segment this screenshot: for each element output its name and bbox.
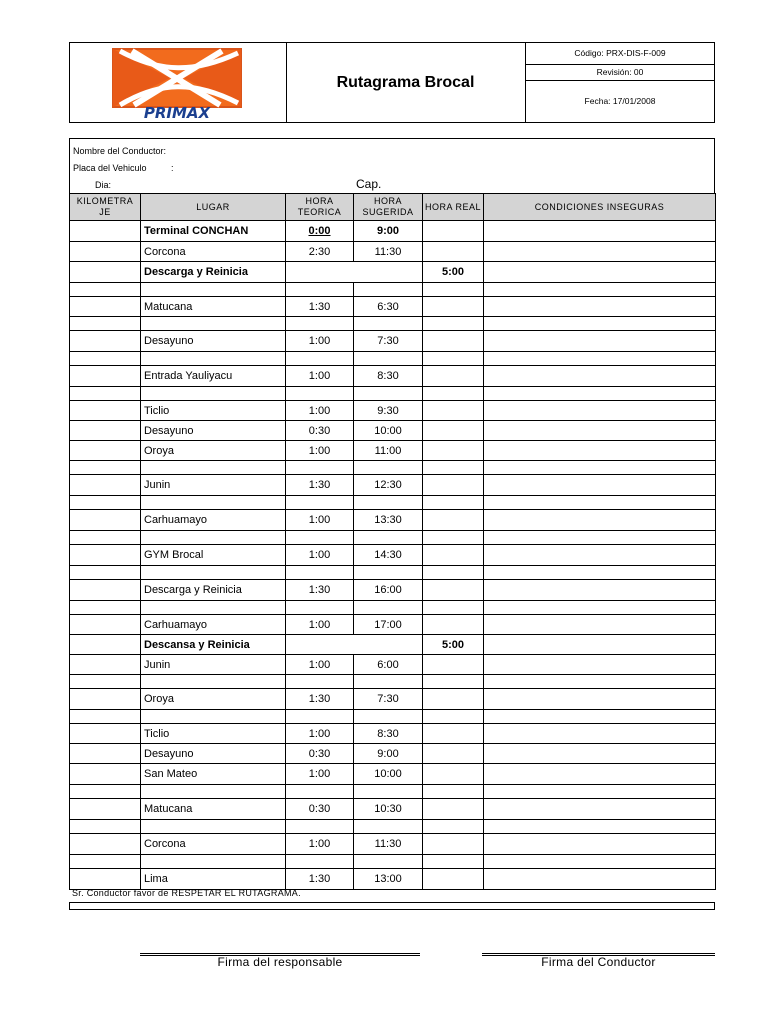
table-row — [70, 799, 716, 820]
cell-condiciones — [484, 510, 716, 531]
cell-hora-sugerida — [354, 566, 423, 580]
table-row — [70, 580, 716, 601]
cell-hora-sugerida: 11:30 — [354, 242, 423, 262]
cell-condiciones — [484, 461, 716, 475]
cell-lugar: GYM Brocal — [141, 545, 286, 566]
cell-hora-sugerida — [354, 710, 423, 724]
placa-label: Placa del Vehiculo — [73, 163, 147, 173]
table-row — [70, 242, 716, 262]
cell-hora-real — [423, 615, 484, 635]
cell-condiciones — [484, 869, 716, 890]
cell-hora-real — [423, 724, 484, 744]
table-row — [70, 675, 716, 689]
cell-hora-real — [423, 820, 484, 834]
cell-condiciones — [484, 317, 716, 331]
cell-hora-sugerida: 10:00 — [354, 764, 423, 785]
cell-kilometraje — [70, 262, 141, 283]
cell-hora-real — [423, 421, 484, 441]
document-revision: Revisión: 00 — [526, 65, 714, 81]
cell-hora-teorica: 1:30 — [286, 475, 354, 496]
cell-hora-real — [423, 531, 484, 545]
table-row — [70, 601, 716, 615]
cell-hora-real — [423, 744, 484, 764]
table-row — [70, 387, 716, 401]
cell-hora-real — [423, 799, 484, 820]
cell-hora-teorica — [286, 855, 354, 869]
cell-condiciones — [484, 601, 716, 615]
cell-kilometraje — [70, 317, 141, 331]
brand-text: PRIMAX — [143, 104, 211, 122]
cell-lugar — [141, 675, 286, 689]
table-row — [70, 855, 716, 869]
cell-lugar — [141, 317, 286, 331]
cell-kilometraje — [70, 834, 141, 855]
cell-hora-teorica: 1:30 — [286, 297, 354, 317]
cell-condiciones — [484, 655, 716, 675]
cell-kilometraje — [70, 655, 141, 675]
cell-hora-real — [423, 283, 484, 297]
cell-hora-sugerida — [354, 601, 423, 615]
cell-hora-teorica: 1:00 — [286, 441, 354, 461]
cell-hora-sugerida: 14:30 — [354, 545, 423, 566]
cell-hora-sugerida — [354, 317, 423, 331]
col-lugar: LUGAR — [141, 194, 286, 221]
cell-hora-teorica: 0:30 — [286, 421, 354, 441]
cell-lugar: Terminal CONCHAN — [141, 221, 286, 242]
table-row — [70, 366, 716, 387]
page-title: Rutagrama Brocal — [286, 43, 526, 122]
cell-condiciones — [484, 675, 716, 689]
cell-hora-teorica — [286, 531, 354, 545]
table-row — [70, 655, 716, 675]
cell-lugar: Junin — [141, 475, 286, 496]
conductor-label: Nombre del Conductor: — [73, 146, 167, 156]
cell-lugar — [141, 531, 286, 545]
col-hora-teorica: HORA TEORICA — [286, 194, 354, 221]
cell-lugar — [141, 387, 286, 401]
cell-hora-merged — [286, 262, 423, 283]
cell-hora-merged — [286, 635, 423, 655]
cell-condiciones — [484, 744, 716, 764]
cell-kilometraje — [70, 510, 141, 531]
cell-kilometraje — [70, 461, 141, 475]
cell-hora-sugerida: 10:30 — [354, 799, 423, 820]
primax-logo — [70, 43, 286, 122]
cell-hora-teorica — [286, 352, 354, 366]
table-row — [70, 421, 716, 441]
cell-lugar: Oroya — [141, 441, 286, 461]
cell-lugar: Junin — [141, 655, 286, 675]
cell-condiciones — [484, 475, 716, 496]
cell-hora-teorica: 1:00 — [286, 401, 354, 421]
table-row — [70, 785, 716, 799]
cell-condiciones — [484, 262, 716, 283]
cell-hora-real — [423, 869, 484, 890]
cell-hora-sugerida: 11:00 — [354, 441, 423, 461]
cell-condiciones — [484, 331, 716, 352]
cell-condiciones — [484, 496, 716, 510]
note-box — [69, 902, 715, 910]
cell-hora-teorica: 1:00 — [286, 615, 354, 635]
cell-hora-sugerida: 13:00 — [354, 869, 423, 890]
table-row — [70, 566, 716, 580]
col-condiciones-inseguras: CONDICIONES INSEGURAS — [484, 194, 716, 221]
table-row — [70, 834, 716, 855]
table-row — [70, 317, 716, 331]
dia-label: Dia: — [95, 180, 112, 190]
cell-hora-teorica — [286, 461, 354, 475]
cell-hora-sugerida: 17:00 — [354, 615, 423, 635]
cell-hora-teorica: 0:30 — [286, 799, 354, 820]
cell-condiciones — [484, 764, 716, 785]
cell-kilometraje — [70, 401, 141, 421]
cell-kilometraje — [70, 242, 141, 262]
table-row — [70, 297, 716, 317]
cell-hora-sugerida: 12:30 — [354, 475, 423, 496]
cell-condiciones — [484, 545, 716, 566]
cell-hora-real — [423, 566, 484, 580]
cell-kilometraje — [70, 545, 141, 566]
cell-kilometraje — [70, 441, 141, 461]
cell-hora-real — [423, 461, 484, 475]
cell-condiciones — [484, 820, 716, 834]
table-row — [70, 869, 716, 890]
cell-lugar — [141, 352, 286, 366]
table-row — [70, 401, 716, 421]
cap-label: Cap. — [356, 177, 382, 191]
cell-kilometraje — [70, 475, 141, 496]
cell-lugar: Descansa y Reinicia — [141, 635, 286, 655]
placa-colon: : — [171, 163, 174, 173]
cell-hora-sugerida: 13:30 — [354, 510, 423, 531]
cell-hora-sugerida: 6:00 — [354, 655, 423, 675]
table-row — [70, 689, 716, 710]
cell-hora-real — [423, 580, 484, 601]
cell-lugar — [141, 601, 286, 615]
cell-condiciones — [484, 834, 716, 855]
cell-lugar — [141, 566, 286, 580]
cell-hora-teorica — [286, 785, 354, 799]
cell-condiciones — [484, 710, 716, 724]
cell-hora-real: 5:00 — [423, 635, 484, 655]
cell-hora-teorica: 1:00 — [286, 655, 354, 675]
cell-lugar: Desayuno — [141, 421, 286, 441]
cell-hora-real — [423, 475, 484, 496]
cell-hora-real — [423, 710, 484, 724]
cell-lugar: Desayuno — [141, 331, 286, 352]
cell-condiciones — [484, 283, 716, 297]
cell-hora-real — [423, 317, 484, 331]
cell-lugar: Corcona — [141, 834, 286, 855]
cell-hora-real — [423, 601, 484, 615]
cell-kilometraje — [70, 615, 141, 635]
cell-lugar — [141, 855, 286, 869]
table-row — [70, 635, 716, 655]
cell-kilometraje — [70, 580, 141, 601]
cell-condiciones — [484, 221, 716, 242]
cell-hora-teorica: 1:30 — [286, 869, 354, 890]
cell-hora-real — [423, 331, 484, 352]
table-row — [70, 496, 716, 510]
cell-kilometraje — [70, 496, 141, 510]
cell-hora-real — [423, 221, 484, 242]
cell-kilometraje — [70, 221, 141, 242]
cell-hora-sugerida — [354, 461, 423, 475]
cell-kilometraje — [70, 785, 141, 799]
cell-hora-real — [423, 441, 484, 461]
cell-kilometraje — [70, 820, 141, 834]
cell-hora-real — [423, 387, 484, 401]
cell-hora-teorica: 1:00 — [286, 366, 354, 387]
cell-hora-sugerida — [354, 675, 423, 689]
cell-lugar: Entrada Yauliyacu — [141, 366, 286, 387]
cell-hora-sugerida: 6:30 — [354, 297, 423, 317]
cell-condiciones — [484, 566, 716, 580]
cell-condiciones — [484, 297, 716, 317]
cell-lugar — [141, 283, 286, 297]
cell-hora-sugerida — [354, 820, 423, 834]
cell-condiciones — [484, 785, 716, 799]
cell-lugar — [141, 785, 286, 799]
cell-lugar: Ticlio — [141, 724, 286, 744]
cell-condiciones — [484, 531, 716, 545]
cell-kilometraje — [70, 764, 141, 785]
cell-kilometraje — [70, 675, 141, 689]
cell-lugar: Oroya — [141, 689, 286, 710]
cell-hora-sugerida: 8:30 — [354, 366, 423, 387]
signature-label-responsable: Firma del responsable — [217, 955, 343, 969]
cell-hora-real — [423, 764, 484, 785]
cell-hora-sugerida: 9:00 — [354, 221, 423, 242]
cell-kilometraje — [70, 283, 141, 297]
cell-hora-real — [423, 352, 484, 366]
cell-hora-real — [423, 496, 484, 510]
cell-hora-teorica — [286, 710, 354, 724]
cell-hora-teorica: 1:30 — [286, 580, 354, 601]
cell-condiciones — [484, 421, 716, 441]
cell-hora-real — [423, 855, 484, 869]
cell-condiciones — [484, 387, 716, 401]
cell-hora-teorica: 1:00 — [286, 510, 354, 531]
cell-hora-sugerida: 10:00 — [354, 421, 423, 441]
cell-kilometraje — [70, 331, 141, 352]
cell-hora-real — [423, 834, 484, 855]
table-row — [70, 615, 716, 635]
cell-hora-sugerida: 7:30 — [354, 689, 423, 710]
document-code: Código: PRX-DIS-F-009 — [526, 43, 714, 65]
cell-hora-real — [423, 675, 484, 689]
cell-hora-teorica — [286, 283, 354, 297]
cell-lugar: Corcona — [141, 242, 286, 262]
table-row — [70, 531, 716, 545]
cell-hora-real — [423, 510, 484, 531]
cell-lugar: Descarga y Reinicia — [141, 262, 286, 283]
cell-kilometraje — [70, 799, 141, 820]
cell-lugar: Lima — [141, 869, 286, 890]
signature-label-conductor: Firma del Conductor — [541, 955, 656, 969]
col-kilometraje: KILOMETRA JE — [70, 194, 141, 221]
logo-cell — [70, 43, 287, 122]
cell-kilometraje — [70, 366, 141, 387]
cell-lugar — [141, 496, 286, 510]
cell-lugar — [141, 710, 286, 724]
table-row — [70, 441, 716, 461]
cell-lugar: Ticlio — [141, 401, 286, 421]
cell-kilometraje — [70, 689, 141, 710]
table-row — [70, 820, 716, 834]
cell-hora-real — [423, 785, 484, 799]
cell-condiciones — [484, 441, 716, 461]
driver-info — [69, 138, 715, 194]
footer-note: Sr. Conductor favor de RESPETAR EL RUTAGRAMA. — [72, 888, 301, 898]
cell-lugar: Matucana — [141, 799, 286, 820]
cell-kilometraje — [70, 635, 141, 655]
cell-hora-sugerida — [354, 283, 423, 297]
cell-kilometraje — [70, 724, 141, 744]
cell-kilometraje — [70, 297, 141, 317]
cell-hora-sugerida — [354, 785, 423, 799]
table-row — [70, 545, 716, 566]
cell-condiciones — [484, 401, 716, 421]
cell-condiciones — [484, 366, 716, 387]
col-hora-real: HORA REAL — [423, 194, 484, 221]
route-table — [69, 193, 716, 890]
cell-hora-teorica: 1:00 — [286, 331, 354, 352]
cell-hora-sugerida — [354, 531, 423, 545]
cell-hora-real: 5:00 — [423, 262, 484, 283]
cell-condiciones — [484, 242, 716, 262]
document-header — [69, 42, 715, 123]
cell-hora-sugerida — [354, 352, 423, 366]
cell-kilometraje — [70, 710, 141, 724]
table-row — [70, 352, 716, 366]
cell-hora-real — [423, 689, 484, 710]
cell-condiciones — [484, 580, 716, 601]
cell-kilometraje — [70, 531, 141, 545]
cell-lugar: Carhuamayo — [141, 615, 286, 635]
table-row — [70, 283, 716, 297]
table-row — [70, 331, 716, 352]
cell-hora-teorica — [286, 566, 354, 580]
cell-condiciones — [484, 615, 716, 635]
cell-hora-teorica: 2:30 — [286, 242, 354, 262]
cell-hora-teorica — [286, 387, 354, 401]
cell-lugar: Carhuamayo — [141, 510, 286, 531]
cell-hora-teorica: 0:00 — [286, 221, 354, 242]
cell-kilometraje — [70, 744, 141, 764]
cell-hora-real — [423, 366, 484, 387]
cell-hora-sugerida: 16:00 — [354, 580, 423, 601]
table-row — [70, 710, 716, 724]
cell-hora-sugerida: 7:30 — [354, 331, 423, 352]
cell-hora-real — [423, 545, 484, 566]
cell-hora-real — [423, 401, 484, 421]
cell-hora-sugerida — [354, 855, 423, 869]
cell-hora-sugerida: 9:00 — [354, 744, 423, 764]
cell-hora-real — [423, 242, 484, 262]
cell-hora-teorica — [286, 496, 354, 510]
table-row — [70, 262, 716, 283]
cell-condiciones — [484, 635, 716, 655]
table-row — [70, 221, 716, 242]
cell-kilometraje — [70, 601, 141, 615]
table-row — [70, 744, 716, 764]
cell-hora-sugerida — [354, 387, 423, 401]
cell-hora-teorica — [286, 675, 354, 689]
cell-hora-teorica: 1:00 — [286, 545, 354, 566]
cell-lugar: Desayuno — [141, 744, 286, 764]
cell-lugar: San Mateo — [141, 764, 286, 785]
cell-kilometraje — [70, 421, 141, 441]
cell-hora-teorica — [286, 820, 354, 834]
cell-condiciones — [484, 689, 716, 710]
cell-kilometraje — [70, 869, 141, 890]
cell-hora-teorica — [286, 601, 354, 615]
table-row — [70, 764, 716, 785]
cell-hora-real — [423, 655, 484, 675]
cell-lugar: Descarga y Reinicia — [141, 580, 286, 601]
cell-hora-teorica: 1:00 — [286, 724, 354, 744]
cell-hora-teorica: 1:30 — [286, 689, 354, 710]
cell-condiciones — [484, 855, 716, 869]
cell-hora-sugerida: 11:30 — [354, 834, 423, 855]
document-date: Fecha: 17/01/2008 — [584, 96, 656, 106]
cell-hora-real — [423, 297, 484, 317]
document-meta — [526, 43, 714, 122]
table-row — [70, 510, 716, 531]
table-row — [70, 461, 716, 475]
cell-hora-sugerida: 8:30 — [354, 724, 423, 744]
cell-hora-teorica — [286, 317, 354, 331]
cell-condiciones — [484, 724, 716, 744]
table-row — [70, 724, 716, 744]
cell-condiciones — [484, 799, 716, 820]
col-hora-sugerida: HORA SUGERIDA — [354, 194, 423, 221]
cell-lugar — [141, 461, 286, 475]
table-header-row — [70, 194, 716, 221]
cell-hora-teorica: 1:00 — [286, 764, 354, 785]
table-row — [70, 475, 716, 496]
cell-condiciones — [484, 352, 716, 366]
cell-hora-sugerida — [354, 496, 423, 510]
cell-lugar: Matucana — [141, 297, 286, 317]
cell-kilometraje — [70, 855, 141, 869]
cell-kilometraje — [70, 387, 141, 401]
cell-lugar — [141, 820, 286, 834]
cell-hora-sugerida: 9:30 — [354, 401, 423, 421]
cell-hora-teorica: 0:30 — [286, 744, 354, 764]
cell-kilometraje — [70, 352, 141, 366]
cell-hora-teorica: 1:00 — [286, 834, 354, 855]
cell-kilometraje — [70, 566, 141, 580]
